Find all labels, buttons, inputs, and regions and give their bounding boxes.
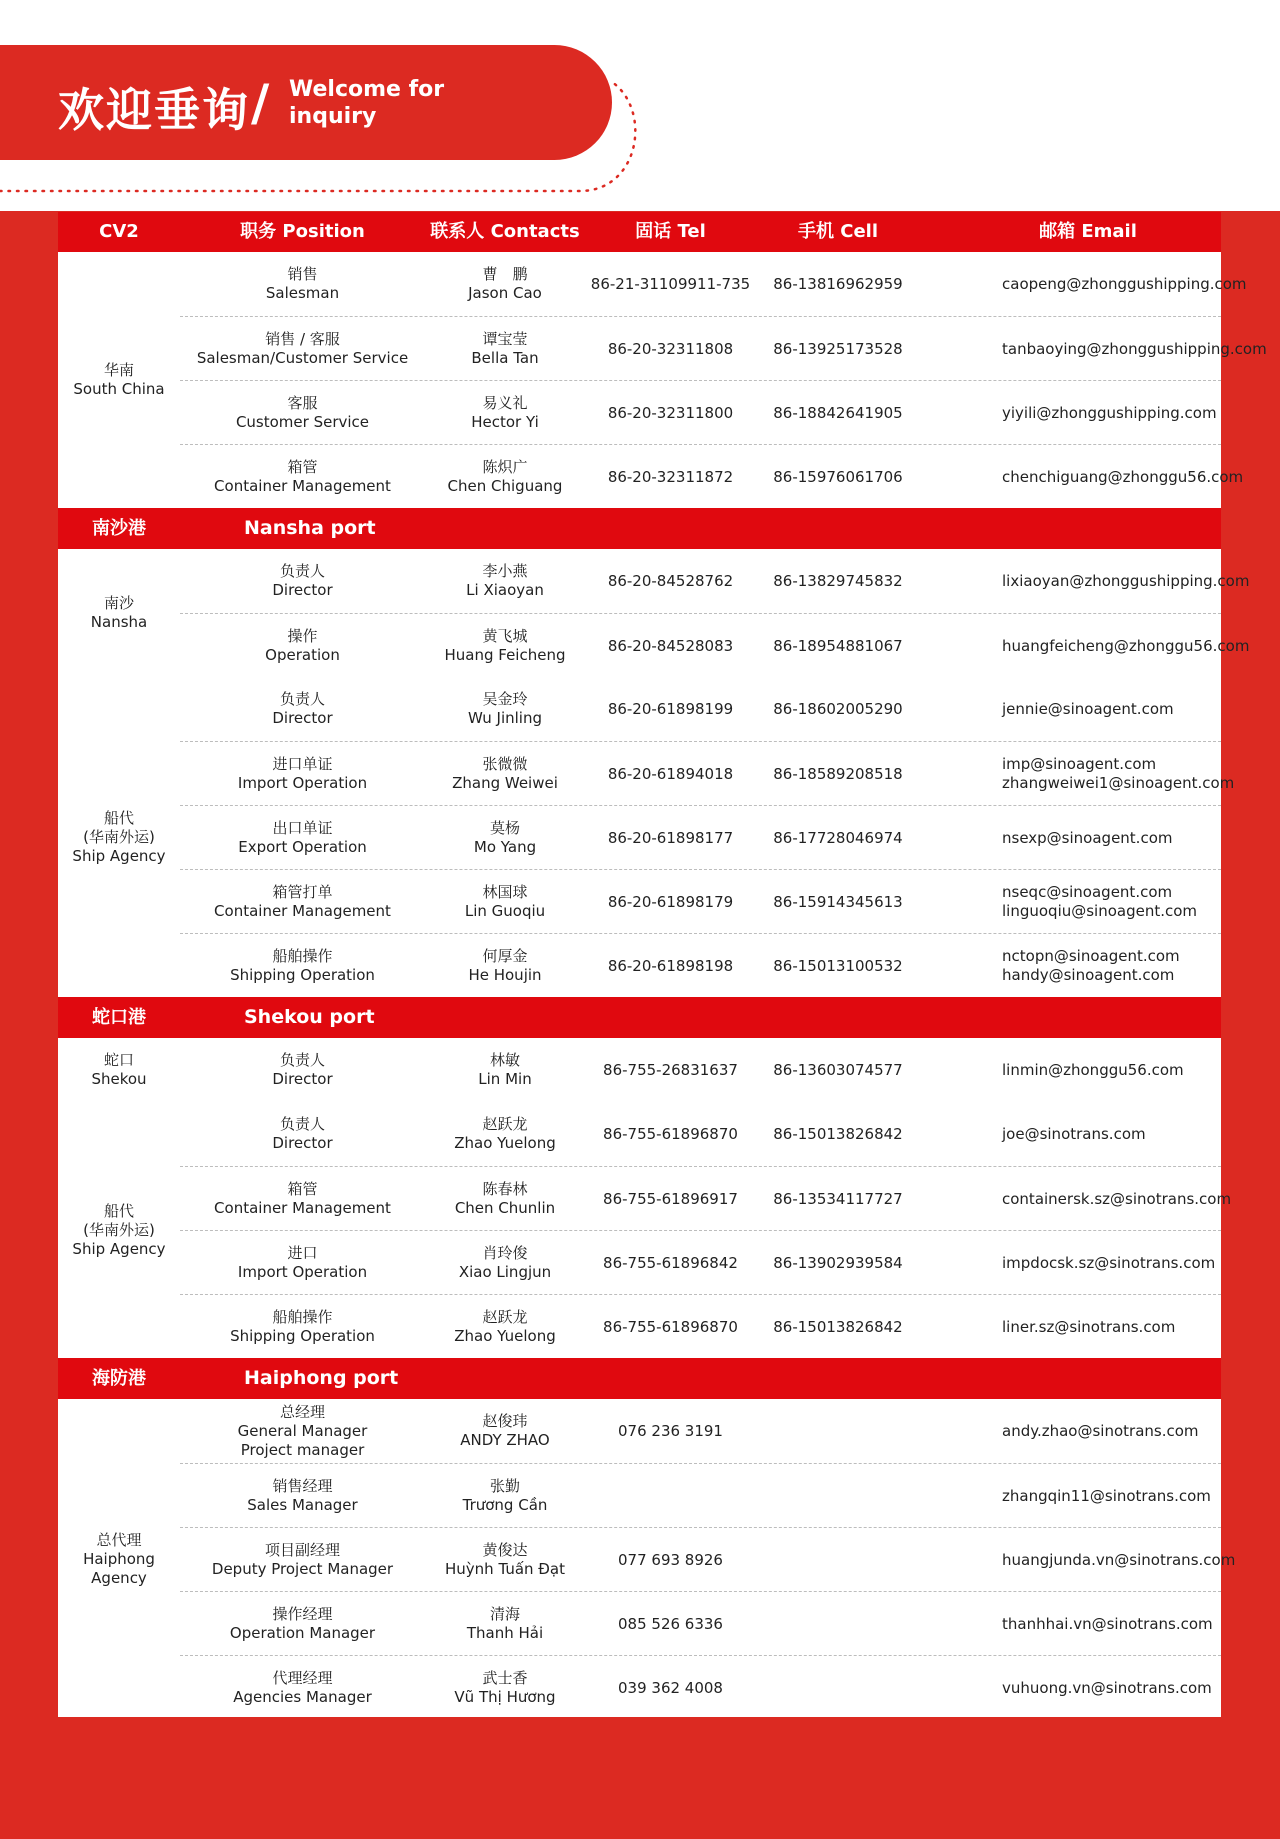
col-header-cv2: CV2 <box>99 221 139 242</box>
email-cell <box>1002 614 1250 678</box>
contact-name: Chen Chunlin <box>454 1199 556 1217</box>
email-cell <box>1002 1167 1242 1231</box>
email-cell <box>1002 1528 1242 1592</box>
position-cell <box>180 677 425 741</box>
contact-name: Zhao Yuelong <box>454 1134 556 1152</box>
contact-name: Wu Jinling <box>467 709 543 727</box>
section-title-en: Shekou port <box>244 1006 375 1028</box>
mobile-cell: 86-17728046974 <box>773 828 903 847</box>
position-text: 项目副经理 <box>264 1541 340 1559</box>
tel-cell: 86-20-32311800 <box>607 403 734 422</box>
email-cell <box>1002 1656 1242 1720</box>
email-address: nsexp@sinoagent.com <box>1002 828 1173 847</box>
group-label <box>58 1102 180 1358</box>
email-cell <box>1002 1295 1242 1359</box>
contact-name: 李小燕 <box>482 562 528 580</box>
position-cell <box>180 549 425 613</box>
contact-name: Mo Yang <box>473 838 537 856</box>
section-title-cn: 蛇口港 <box>92 1007 146 1028</box>
position-cell <box>180 1528 425 1592</box>
table-row <box>180 1166 1232 1231</box>
table-row <box>180 1655 1221 1720</box>
contact-name: 林敏 <box>489 1051 520 1069</box>
position-text: 出口单证 <box>272 819 333 837</box>
position-text: Container Management <box>214 477 391 495</box>
position-text: Operation <box>265 646 340 664</box>
position-cell <box>180 1102 425 1166</box>
email-address: handy@sinoagent.com <box>1002 966 1175 984</box>
position-text: Container Management <box>214 1199 391 1217</box>
contact-name: Huang Feicheng <box>444 646 566 664</box>
contact-name: Jason Cao <box>468 284 542 302</box>
contact-name: 陈炽广 <box>482 458 528 476</box>
group-label-line: 总代理 <box>96 1530 142 1549</box>
contact-cell <box>422 806 588 870</box>
email-address: zhangweiwei1@sinoagent.com <box>1002 774 1235 792</box>
position-text: General Manager <box>237 1421 368 1440</box>
mobile-cell: 86-15914345613 <box>773 892 903 911</box>
position-cell <box>180 742 425 806</box>
position-text: 箱管 <box>287 458 318 476</box>
tel-cell: 86-20-32311872 <box>607 467 734 486</box>
mobile-cell: 86-13829745832 <box>773 571 903 590</box>
contact-cell <box>422 870 588 934</box>
position-cell <box>180 1464 425 1528</box>
tel-cell: 86-20-61898199 <box>607 699 734 718</box>
contact-name: Vũ Thị Hương <box>454 1688 556 1706</box>
tel-cell: 077 693 8926 <box>618 1550 723 1569</box>
position-text: 负责人 <box>279 1051 325 1069</box>
col-header-contacts: 联系人 Contacts <box>430 221 580 242</box>
table-row <box>180 1230 1221 1295</box>
email-cell <box>1002 1231 1242 1295</box>
position-text: 销售 <box>287 265 318 283</box>
position-text: 箱管 <box>287 1180 318 1198</box>
mobile-cell <box>753 1528 923 1592</box>
mobile-cell: 86-18842641905 <box>773 403 903 422</box>
contact-cell <box>422 381 588 445</box>
tel-cell: 86-20-61898198 <box>607 956 734 975</box>
position-cell <box>180 445 425 509</box>
position-cell <box>180 381 425 445</box>
contact-name: Huỳnh Tuấn Đạt <box>445 1560 565 1578</box>
contact-name: Lin Guoqiu <box>464 902 546 920</box>
mobile-cell: 86-15013826842 <box>773 1124 903 1143</box>
position-text: 船舶操作 <box>272 1308 333 1326</box>
position-cell <box>180 934 425 998</box>
tel-cell: 039 362 4008 <box>618 1678 723 1697</box>
group-label <box>58 677 180 997</box>
mobile-cell: 86-13902939584 <box>773 1253 903 1272</box>
email-address: joe@sinotrans.com <box>1002 1124 1146 1143</box>
tel-cell: 86-755-61896870 <box>603 1124 738 1143</box>
position-text: 负责人 <box>279 690 325 708</box>
mobile-cell: 86-15013100532 <box>773 956 903 975</box>
email-address: impdocsk.sz@sinotrans.com <box>1002 1253 1216 1272</box>
email-cell <box>1002 1464 1242 1528</box>
contact-name: Hector Yi <box>471 413 539 431</box>
contact-cell <box>422 1464 588 1528</box>
position-cell <box>180 1592 425 1656</box>
contact-cell <box>422 934 588 998</box>
position-text: Import Operation <box>237 1263 368 1281</box>
tel-cell: 86-755-61896842 <box>603 1253 738 1272</box>
position-cell <box>180 1167 425 1231</box>
group-label-line: Ship Agency <box>72 846 166 865</box>
table-row <box>180 1294 1221 1359</box>
position-cell <box>180 1231 425 1295</box>
contact-name: 吴金玲 <box>482 690 528 708</box>
table-header <box>58 212 1221 252</box>
position-text: Deputy Project Manager <box>211 1560 394 1578</box>
section-header <box>58 997 1221 1038</box>
contact-name: 莫杨 <box>489 819 520 837</box>
tel-cell: 076 236 3191 <box>618 1421 723 1440</box>
group-label-line: Nansha <box>90 613 148 631</box>
tel-cell: 86-20-84528083 <box>607 636 734 655</box>
email-cell <box>1002 677 1242 741</box>
table-row <box>180 444 1244 509</box>
contact-cell <box>422 677 588 741</box>
tel-cell: 86-755-26831637 <box>603 1060 738 1079</box>
contact-name: 易义礼 <box>482 394 528 412</box>
tel-cell: 86-755-61896870 <box>603 1317 738 1336</box>
group-label-line: Ship Agency <box>72 1239 166 1258</box>
tel-cell: 86-20-61894018 <box>607 764 734 783</box>
email-cell <box>1002 742 1242 806</box>
position-cell <box>180 806 425 870</box>
table-row <box>180 1038 1221 1102</box>
contact-name: 黄俊达 <box>482 1541 528 1559</box>
contact-name: 黄飞城 <box>482 627 528 645</box>
contact-name: 谭宝莹 <box>482 330 528 348</box>
contact-name: Trương Cần <box>462 1496 548 1514</box>
email-cell <box>1002 806 1242 870</box>
contact-cell <box>422 614 588 678</box>
section-title-cn: 南沙港 <box>92 518 146 539</box>
email-address: containersk.sz@sinotrans.com <box>1002 1189 1232 1208</box>
email-address: liner.sz@sinotrans.com <box>1002 1317 1176 1336</box>
group-label <box>58 1038 180 1102</box>
email-cell <box>1002 549 1250 613</box>
group-label <box>58 252 180 508</box>
position-text: Director <box>272 1134 333 1152</box>
group-label-line: Haiphong <box>83 1549 155 1568</box>
position-text: 进口 <box>287 1244 318 1262</box>
group-label-line: South China <box>73 380 165 398</box>
tel-cell: 085 526 6336 <box>618 1614 723 1633</box>
email-cell <box>1002 1102 1242 1166</box>
section-title-en: Haiphong port <box>244 1367 399 1389</box>
email-address: andy.zhao@sinotrans.com <box>1002 1421 1199 1440</box>
contact-name: Xiao Lingjun <box>458 1263 552 1281</box>
mobile-cell: 86-18589208518 <box>773 764 903 783</box>
email-address: linguoqiu@sinoagent.com <box>1002 902 1198 920</box>
tel-cell: 86-755-61896917 <box>603 1189 738 1208</box>
mobile-cell: 86-13534117727 <box>773 1189 903 1208</box>
contact-cell <box>422 1295 588 1359</box>
email-address: nctopn@sinoagent.com <box>1002 947 1180 965</box>
email-address: nseqc@sinoagent.com <box>1002 883 1173 901</box>
table-row <box>180 1591 1221 1656</box>
group-label-line: 华南 <box>103 361 134 379</box>
table-row <box>180 613 1250 678</box>
group-label-line: (华南外运) <box>83 827 155 846</box>
contact-name: 张微微 <box>482 755 528 773</box>
mobile-cell: 86-13925173528 <box>773 339 903 358</box>
position-text: Shipping Operation <box>230 966 375 984</box>
section-header <box>58 1358 1221 1399</box>
banner-slash: / <box>251 74 270 132</box>
tel-cell: 86-20-61898179 <box>607 892 734 911</box>
contact-cell <box>422 445 588 509</box>
position-cell <box>180 1295 425 1359</box>
tel-cell: 86-21-31109911-735 <box>590 274 751 293</box>
contact-name: 赵俊玮 <box>482 1412 528 1430</box>
tel-cell <box>588 1464 753 1528</box>
mobile-cell <box>753 1656 923 1720</box>
position-text: Salesman <box>265 284 340 302</box>
position-text: 销售 / 客服 <box>265 330 340 348</box>
email-cell <box>1002 252 1247 316</box>
position-text: 销售经理 <box>272 1477 333 1495</box>
section-header <box>58 508 1221 549</box>
position-text: Customer Service <box>235 413 370 431</box>
contact-cell <box>422 549 588 613</box>
position-text: 客服 <box>287 394 318 412</box>
email-address: vuhuong.vn@sinotrans.com <box>1002 1678 1212 1697</box>
mobile-cell <box>753 1399 923 1463</box>
position-text: Director <box>272 709 333 727</box>
position-text: 箱管打单 <box>272 883 333 901</box>
position-cell <box>180 614 425 678</box>
contact-name: 何厚金 <box>482 947 528 965</box>
contact-name: Bella Tan <box>471 349 539 367</box>
section-title-cn: 海防港 <box>92 1368 146 1389</box>
table-row <box>180 252 1247 316</box>
contact-name: Zhang Weiwei <box>452 774 558 792</box>
mobile-cell <box>753 1592 923 1656</box>
position-text: 负责人 <box>279 562 325 580</box>
position-text: Shipping Operation <box>230 1327 375 1345</box>
mobile-cell: 86-15013826842 <box>773 1317 903 1336</box>
email-cell <box>1002 1399 1242 1463</box>
contact-cell <box>422 1102 588 1166</box>
position-text: 进口单证 <box>272 755 333 773</box>
contact-name: 赵跃龙 <box>482 1115 528 1133</box>
position-cell <box>180 252 425 316</box>
position-text: Salesman/Customer Service <box>196 349 409 367</box>
position-text: 船舶操作 <box>272 947 333 965</box>
contact-cell <box>422 252 588 316</box>
banner-title-cn: 欢迎垂询 <box>58 83 250 137</box>
group-label-line: 船代 <box>103 1201 134 1220</box>
email-address: thanhhai.vn@sinotrans.com <box>1002 1614 1213 1633</box>
mobile-cell: 86-15976061706 <box>773 467 903 486</box>
position-text: 代理经理 <box>272 1669 333 1687</box>
position-text: 操作 <box>287 627 318 645</box>
table-row <box>180 805 1221 870</box>
contact-cell <box>422 742 588 806</box>
contact-name: 清海 <box>489 1605 520 1623</box>
contact-name: Lin Min <box>478 1070 532 1088</box>
contact-cell <box>422 1167 588 1231</box>
group-label-line: 南沙 <box>103 594 134 612</box>
table-row <box>180 316 1267 381</box>
position-text: Export Operation <box>238 838 367 856</box>
email-address: imp@sinoagent.com <box>1002 755 1157 773</box>
position-text: Import Operation <box>237 774 368 792</box>
table-row <box>180 1102 1221 1166</box>
email-cell <box>1002 934 1242 998</box>
email-address: lixiaoyan@zhonggushipping.com <box>1002 571 1250 590</box>
contact-table <box>58 212 1267 1717</box>
position-cell <box>180 1399 425 1463</box>
table-row <box>180 380 1221 445</box>
email-address: caopeng@zhonggushipping.com <box>1002 274 1247 293</box>
email-address: tanbaoying@zhonggushipping.com <box>1002 339 1267 358</box>
group-label-line: (华南外运) <box>83 1220 155 1239</box>
contact-cell <box>422 1399 588 1463</box>
banner-title-en-line2: inquiry <box>289 104 377 129</box>
col-header-tel: 固话 Tel <box>635 221 706 242</box>
tel-cell: 86-20-32311808 <box>607 339 734 358</box>
table-row <box>180 1399 1221 1463</box>
contact-cell <box>422 1656 588 1720</box>
table-row <box>180 933 1221 998</box>
contact-name: Chen Chiguang <box>447 477 563 495</box>
email-cell <box>1002 1038 1242 1102</box>
position-text: Container Management <box>214 902 391 920</box>
table-row <box>180 1463 1221 1528</box>
col-header-email: 邮箱 Email <box>1039 221 1137 242</box>
contact-cell <box>422 1592 588 1656</box>
email-cell <box>1002 1592 1242 1656</box>
mobile-cell: 86-18602005290 <box>773 699 903 718</box>
contact-name: 曹 鹏 <box>482 265 528 283</box>
position-text: Project manager <box>240 1440 365 1459</box>
email-address: chenchiguang@zhonggu56.com <box>1002 467 1244 486</box>
mobile-cell: 86-13603074577 <box>773 1060 903 1079</box>
section-title-en: Nansha port <box>244 517 376 539</box>
contact-name: Zhao Yuelong <box>454 1327 556 1345</box>
email-address: zhangqin11@sinotrans.com <box>1002 1486 1211 1505</box>
group-label <box>58 1399 180 1719</box>
contact-cell <box>422 1038 588 1102</box>
email-cell <box>1002 870 1242 934</box>
position-cell <box>180 1038 425 1102</box>
table-row <box>180 741 1235 806</box>
mobile-cell <box>753 1464 923 1528</box>
table-row <box>180 549 1250 613</box>
position-text: Agencies Manager <box>233 1688 372 1706</box>
position-cell <box>180 1656 425 1720</box>
tel-cell: 86-20-61898177 <box>607 828 734 847</box>
group-label-line: Shekou <box>91 1070 147 1088</box>
email-address: huangfeicheng@zhonggu56.com <box>1002 636 1250 655</box>
contact-name: 武士香 <box>482 1669 528 1687</box>
contact-name: 陈春林 <box>482 1180 528 1198</box>
email-address: huangjunda.vn@sinotrans.com <box>1002 1550 1236 1569</box>
banner-title-en-line1: Welcome for <box>289 77 445 102</box>
tel-cell: 86-20-84528762 <box>607 571 734 590</box>
email-address: jennie@sinoagent.com <box>1002 699 1174 718</box>
email-cell <box>1002 317 1267 381</box>
position-text: 操作经理 <box>272 1605 333 1623</box>
contact-cell <box>422 1231 588 1295</box>
mobile-cell: 86-18954881067 <box>773 636 903 655</box>
contact-name: 林国球 <box>482 883 528 901</box>
position-text: 总经理 <box>279 1402 325 1421</box>
contact-name: 张勤 <box>489 1477 520 1495</box>
contact-name: He Houjin <box>468 966 542 984</box>
email-address: yiyili@zhonggushipping.com <box>1002 403 1217 422</box>
email-cell <box>1002 445 1242 509</box>
table-row <box>180 1527 1236 1592</box>
position-text: Director <box>272 581 333 599</box>
mobile-cell: 86-13816962959 <box>773 274 903 293</box>
email-address: linmin@zhonggu56.com <box>1002 1060 1184 1079</box>
col-header-position: 职务 Position <box>240 221 365 242</box>
contact-name: ANDY ZHAO <box>460 1431 550 1449</box>
contact-cell <box>422 1528 588 1592</box>
email-cell <box>1002 381 1242 445</box>
position-cell <box>180 870 425 934</box>
position-text: 负责人 <box>279 1115 325 1133</box>
contact-name: Thanh Hải <box>466 1624 544 1642</box>
dotted-arc-decoration <box>0 0 660 200</box>
contact-name: 赵跃龙 <box>482 1308 528 1326</box>
position-text: Sales Manager <box>247 1496 358 1514</box>
position-text: Operation Manager <box>229 1624 376 1642</box>
table-row <box>180 677 1221 741</box>
group-label-line: 船代 <box>103 808 134 827</box>
table-row <box>180 869 1221 934</box>
contact-name: Li Xiaoyan <box>466 581 544 599</box>
group-label <box>58 549 180 677</box>
position-cell <box>180 317 425 381</box>
position-text: Director <box>272 1070 333 1088</box>
group-label-line: 蛇口 <box>103 1051 134 1069</box>
contact-cell <box>422 317 588 381</box>
col-header-cell: 手机 Cell <box>797 221 879 242</box>
contact-name: 肖玲俊 <box>482 1244 528 1262</box>
group-label-line: Agency <box>91 1568 147 1587</box>
